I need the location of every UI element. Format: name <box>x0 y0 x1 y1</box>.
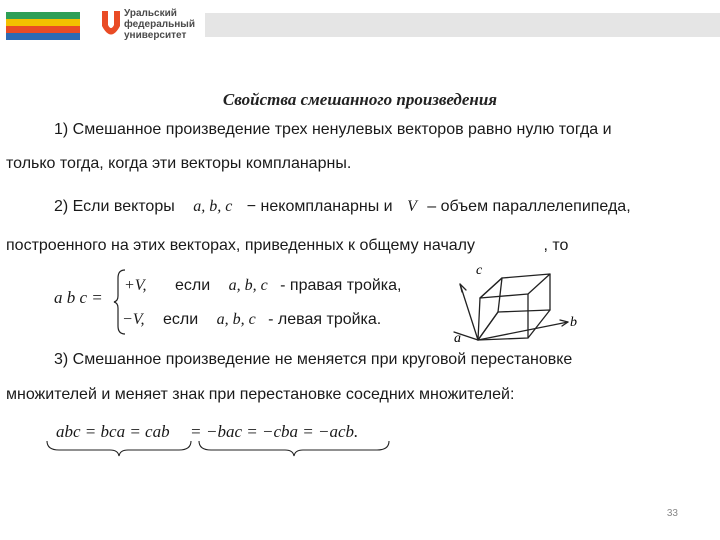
case-1-if: если <box>174 277 211 294</box>
property-3-line-2: множителей и меняет знак при перестановке соседних множителей: <box>6 386 515 403</box>
p2-text-b: − некомпланарны и <box>246 198 393 215</box>
brand-stripes <box>6 12 80 42</box>
formula-part-2: −bac = −cba = −acb. <box>206 422 359 441</box>
case-lhs: a b c = <box>54 288 103 307</box>
underbrace-cyclic <box>44 438 194 460</box>
formula-part-1: abc = bca = cab <box>56 422 170 441</box>
stripe-yellow <box>6 19 80 26</box>
stripe-green <box>6 12 80 19</box>
sketch-label-a: a <box>454 331 461 346</box>
case-2-vectors: a, b, c <box>216 311 256 328</box>
case-2 <box>122 311 381 329</box>
p2-text-line2: построенного на этих векторах, приведенных к общему началу <box>6 237 476 254</box>
underbrace-anticyclic <box>196 438 392 460</box>
case-1 <box>124 277 401 295</box>
case-1-vectors: a, b, c <box>228 277 268 294</box>
logo-line-1: Уральский <box>124 8 177 19</box>
p2-text-line2-end: , то <box>543 237 569 254</box>
slide-title: Свойства смешанного произведения <box>222 90 498 109</box>
case-2-if: если <box>162 311 199 328</box>
case-1-value: +V, <box>124 277 147 294</box>
university-logo-icon <box>100 9 122 39</box>
sketch-label-b: b <box>570 315 577 330</box>
university-name <box>124 8 195 41</box>
logo-line-3: университет <box>124 30 187 41</box>
case-2-value: −V, <box>122 311 145 328</box>
property-1-line-2: только тогда, когда эти векторы компланарны. <box>6 155 352 172</box>
case-1-desc: - правая тройка, <box>280 277 402 294</box>
p2-text-c: – объем параллелепипеда, <box>427 198 631 215</box>
stripe-red <box>6 26 80 33</box>
property-2-line-1 <box>54 198 631 216</box>
property-3-line-1: 3) Смешанное произведение не меняется при круговой перестановке <box>54 351 573 368</box>
property-1-line-1: 1) Смешанное произведение трех ненулевых векторов равно нулю тогда и <box>54 121 612 138</box>
case-2-desc: - левая тройка. <box>268 311 382 328</box>
stripe-blue <box>6 33 80 40</box>
logo-line-2: федеральный <box>124 19 195 30</box>
formula-equals: = <box>190 422 202 441</box>
parallelepiped-sketch <box>450 260 590 350</box>
property-2-line-2 <box>6 237 568 255</box>
header-bar <box>205 13 720 37</box>
p2-vectors: a, b, c <box>193 198 233 215</box>
p2-volume: V <box>407 198 417 215</box>
sketch-label-c: c <box>476 263 483 278</box>
header <box>0 0 720 48</box>
page-number: 33 <box>666 508 678 519</box>
p2-text-a: 2) Если векторы <box>54 198 175 215</box>
